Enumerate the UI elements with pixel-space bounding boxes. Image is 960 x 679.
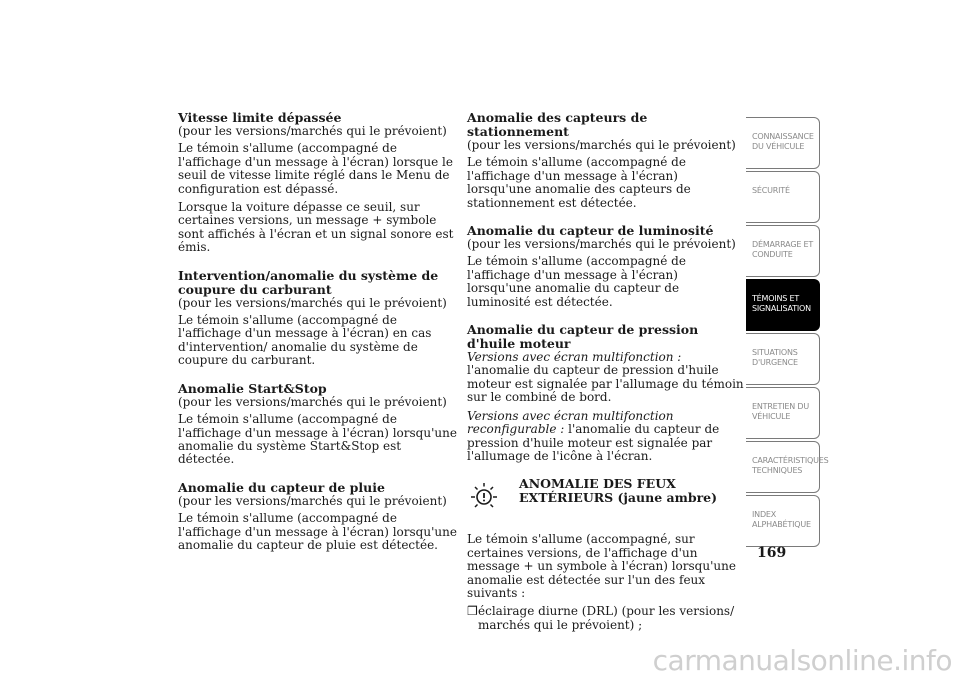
tab-connaissance-vehicule[interactable]	[746, 117, 820, 169]
warning-title-line: EXTÉRIEURS (jaune ambre)	[519, 489, 718, 505]
section-start-stop	[178, 382, 460, 467]
section-title: Anomalie du capteur de pression d'huile moteur	[467, 322, 699, 352]
section-light-sensor	[467, 224, 745, 309]
tab-label: TÉMOINS ET SIGNALISATION	[752, 294, 811, 313]
version-text: l'anomalie du capteur de pression d'huile moteur est signalée par l'allumage de l'icône à l'écran.	[467, 422, 720, 463]
warning-title-line: ANOMALIE DES FEUX	[519, 476, 676, 492]
tab-label: SITUATIONS D'URGENCE	[752, 348, 798, 367]
tab-label: SÉCURITÉ	[752, 186, 790, 195]
section-paragraph: Le témoin s'allume (accompagné de l'affichage d'un message à l'écran) lorsqu'une anomalie du capteur de pluie est détectée.	[178, 511, 457, 552]
section-paragraph: Le témoin s'allume (accompagné de l'affichage d'un message à l'écran) lorsqu'une anomalie du capteur de luminosité est détectée.	[467, 254, 686, 309]
section-qualifier: (pour les versions/marchés qui le prévoient)	[178, 394, 447, 409]
section-paragraph: Le témoin s'allume (accompagné de l'affichage d'un message à l'écran) lorsqu'une anomalie du système Start&Stop est détectée.	[178, 412, 457, 467]
bullet-mark: ❒	[467, 604, 478, 619]
section-oil-pressure-sensor	[467, 323, 745, 463]
section-paragraph: Le témoin s'allume (accompagné de l'affichage d'un message à l'écran) lorsqu'une anomalie des capteurs de stationnement est détectée.	[467, 155, 691, 210]
tab-temoins-signalisation[interactable]	[746, 279, 820, 331]
section-paragraph: Le témoin s'allume (accompagné de l'affichage d'un message à l'écran) en cas d'intervention/ anomalie du système de coupure du carburant.	[178, 313, 432, 368]
section-title: Anomalie du capteur de pluie	[178, 479, 385, 495]
section-rain-sensor	[178, 481, 460, 553]
list-item	[467, 605, 745, 632]
section-qualifier: (pour les versions/marchés qui le prévoient)	[178, 493, 447, 508]
section-qualifier: (pour les versions/marchés qui le prévoient)	[467, 138, 736, 152]
exterior-lights-warning-header	[467, 477, 745, 525]
left-column	[178, 111, 460, 566]
section-paragraph: Lorsque la voiture dépasse ce seuil, sur certaines versions, un message + symbole sont affichés à l'écran et un signal sonore est émis.	[178, 200, 454, 255]
section-speed-limit	[178, 111, 460, 255]
section-qualifier: (pour les versions/marchés qui le prévoient)	[178, 124, 447, 138]
section-parking-sensors	[467, 111, 745, 210]
tab-securite[interactable]	[746, 171, 820, 223]
section-title: Anomalie du capteur de luminosité	[467, 223, 714, 239]
tab-label: CARACTÉRISTIQUES TECHNIQUES	[752, 456, 829, 475]
section-paragraph	[467, 351, 745, 405]
section-title: Anomalie Start&Stop	[178, 380, 327, 396]
exterior-light-fault-icon	[467, 481, 501, 511]
version-label: Versions avec écran multifonction reconfigurable :	[467, 408, 674, 437]
tab-index-alphabetique[interactable]	[746, 495, 820, 547]
section-title: Vitesse limite dépassée	[178, 110, 342, 125]
tab-entretien-vehicule[interactable]	[746, 387, 820, 439]
tab-demarrage-conduite[interactable]	[746, 225, 820, 277]
page-number: 169	[757, 545, 787, 561]
tab-label: ENTRETIEN DU VÉHICULE	[752, 402, 809, 421]
section-qualifier: (pour les versions/marchés qui le prévoient)	[467, 237, 736, 252]
section-paragraph	[467, 410, 745, 464]
tab-label: DÉMARRAGE ET CONDUITE	[752, 240, 814, 259]
section-fuel-cutoff	[178, 269, 460, 368]
section-qualifier: (pour les versions/marchés qui le prévoient)	[178, 295, 447, 310]
watermark: carmanualsonline.info	[652, 644, 952, 677]
warning-body: Le témoin s'allume (accompagné, sur certaines versions, de l'affichage d'un message + un symbole à l'écran) lorsqu'une anomalie est détectée sur l'un des feux suivants :	[467, 532, 736, 600]
section-paragraph: Le témoin s'allume (accompagné de l'affichage d'un message à l'écran) lorsque le seuil de vitesse limite réglé dans le Menu de configuration est dépassé.	[178, 141, 453, 196]
tab-label: CONNAISSANCE DU VÉHICULE	[752, 132, 814, 151]
tab-caracteristiques-techniques[interactable]	[746, 441, 829, 493]
section-title: Anomalie des capteurs de stationnement	[467, 110, 648, 139]
warning-title	[519, 477, 717, 504]
list-item-text: éclairage diurne (DRL) (pour les versions/ marchés qui le prévoient) ;	[478, 604, 735, 632]
right-column	[467, 111, 745, 632]
section-title: Intervention/anomalie du système de coupure du carburant	[178, 267, 439, 297]
chapter-tabs	[746, 117, 829, 549]
tab-situations-urgence[interactable]	[746, 333, 820, 385]
version-label: Versions avec écran multifonction :	[467, 350, 682, 365]
tab-label: INDEX ALPHABÉTIQUE	[752, 510, 811, 529]
version-text: l'anomalie du capteur de pression d'huile moteur est signalée par l'allumage du témoin sur le combiné de bord.	[467, 363, 744, 405]
